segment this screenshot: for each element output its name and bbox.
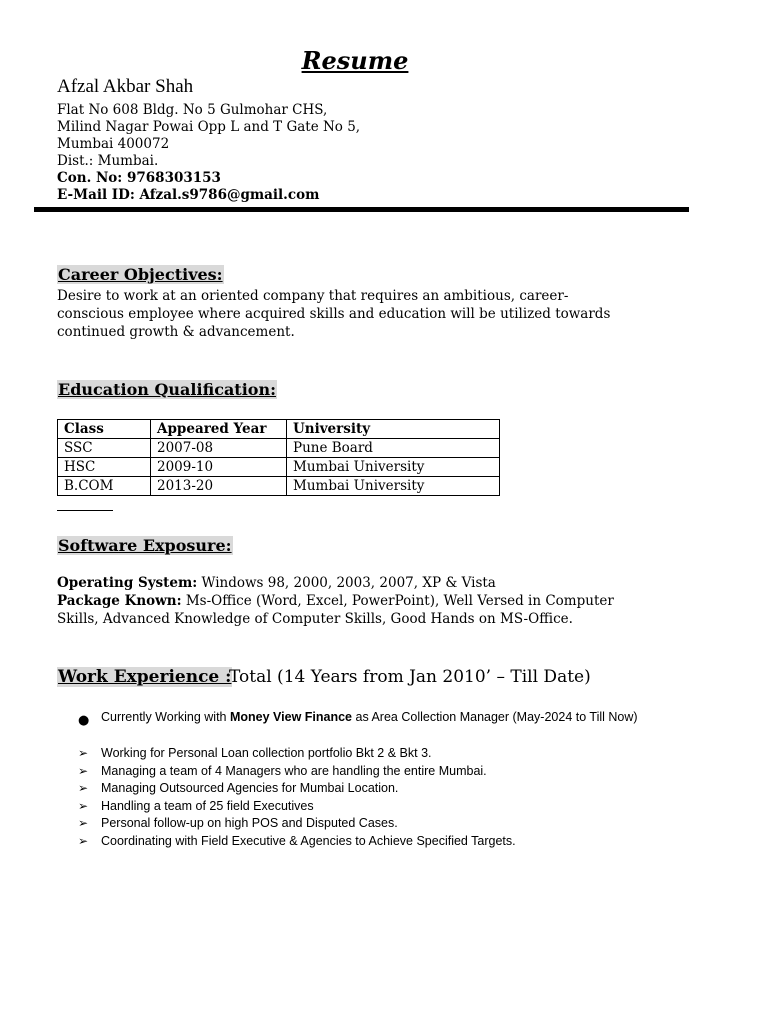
package-value: Ms-Office (Word, Excel, PowerPoint), Well Versed in Computer (181, 593, 614, 609)
current-company: Money View Finance (229, 710, 353, 724)
document-title: Resume (301, 46, 409, 75)
current-job-suffix: as Area Collection Manager (May-2024 to Till Now) (352, 710, 638, 724)
career-line: continued growth & advancement. (57, 324, 295, 340)
table-cell: Mumbai University (287, 458, 500, 477)
contact-number: Con. No: 9768303153 (57, 170, 221, 186)
address-line: Flat No 608 Bldg. No 5 Gulmohar CHS, (57, 102, 328, 118)
table-header-row (58, 420, 500, 439)
software-heading: Software Exposure: (58, 536, 232, 555)
table-cell: SSC (58, 439, 151, 458)
table-cell: B.COM (58, 477, 151, 496)
education-heading: Education Qualification: (58, 380, 276, 399)
list-item: ➢ Managing Outsourced Agencies for Mumbai Location. (78, 780, 516, 798)
work-heading: Work Experience : (58, 667, 232, 687)
arrow-bullet-icon: ➢ (78, 816, 89, 830)
os-line (57, 574, 667, 592)
table-row (58, 439, 500, 458)
table-cell: Mumbai University (287, 477, 500, 496)
package-line (57, 592, 667, 610)
separator-line (57, 510, 113, 511)
package-line-2: Skills, Advanced Knowledge of Computer Skills, Good Hands on MS-Office. (57, 611, 573, 627)
arrow-bullet-icon: ➢ (78, 763, 89, 778)
package-label: Package Known: (57, 593, 182, 609)
address-line: Mumbai 400072 (57, 136, 170, 152)
bullet-icon: ● (78, 713, 90, 728)
os-label: Operating System: (57, 575, 198, 591)
column-header: Class (58, 420, 151, 439)
address-line: Milind Nagar Powai Opp L and T Gate No 5, (57, 119, 361, 135)
education-table (57, 419, 500, 496)
current-job (101, 710, 638, 724)
list-item: ➢ Personal follow-up on high POS and Disputed Cases. (78, 815, 516, 833)
current-job-prefix: Currently Working with (101, 710, 230, 724)
list-item: ➢ Coordinating with Field Executive & Agencies to Achieve Specified Targets. (78, 833, 516, 851)
duties-list (78, 745, 516, 850)
arrow-bullet-icon: ➢ (78, 798, 89, 813)
table-cell: 2009-10 (151, 458, 287, 477)
career-line: conscious employee where acquired skills and education will be utilized towards (57, 306, 611, 322)
column-header: Appeared Year (151, 420, 287, 439)
email-address: E-Mail ID: Afzal.s9786@gmail.com (57, 187, 320, 203)
table-cell: HSC (58, 458, 151, 477)
arrow-bullet-icon: ➢ (78, 781, 89, 795)
table-cell: 2007-08 (151, 439, 287, 458)
table-cell: Pune Board (287, 439, 500, 458)
list-item: ➢ Handling a team of 25 field Executives (78, 798, 516, 816)
table-row (58, 477, 500, 496)
table-cell: 2013-20 (151, 477, 287, 496)
candidate-name: Afzal Akbar Shah (57, 76, 194, 97)
table-row (58, 458, 500, 477)
address-line: Dist.: Mumbai. (57, 153, 159, 169)
os-value: Windows 98, 2000, 2003, 2007, XP & Vista (197, 575, 496, 591)
work-total: Total (14 Years from Jan 2010’ – Till Date) (229, 667, 591, 687)
list-item: ➢ Working for Personal Loan collection portfolio Bkt 2 & Bkt 3. (78, 745, 516, 763)
column-header: University (287, 420, 500, 439)
arrow-bullet-icon: ➢ (78, 833, 89, 848)
career-heading: Career Objectives: (58, 265, 223, 284)
career-line: Desire to work at an oriented company that requires an ambitious, career- (57, 288, 569, 304)
arrow-bullet-icon: ➢ (78, 746, 89, 760)
list-item: ➢ Managing a team of 4 Managers who are handling the entire Mumbai. (78, 763, 516, 781)
header-divider (34, 207, 689, 212)
